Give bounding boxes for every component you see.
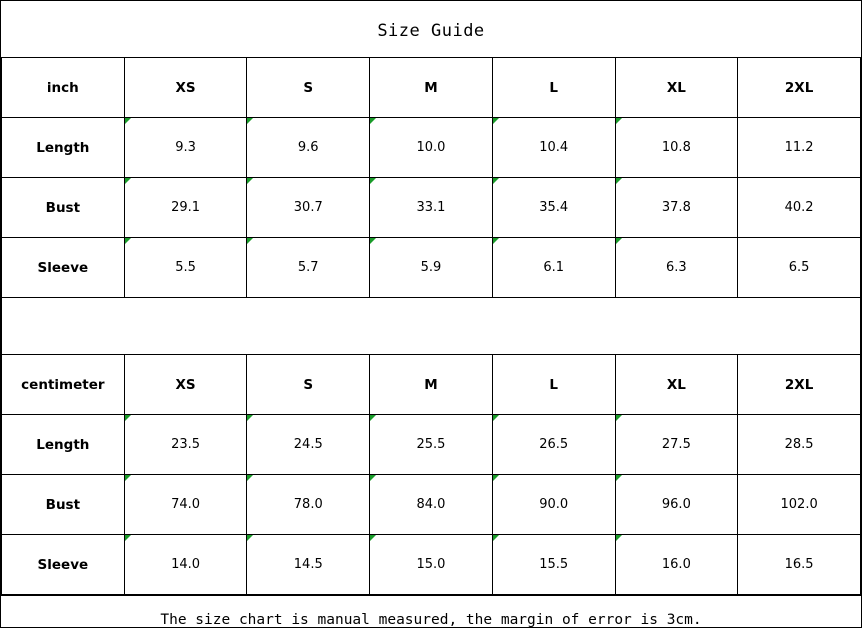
table-row bbox=[2, 238, 861, 298]
cell-length-m: 25.5 bbox=[370, 415, 493, 475]
cell-length-xs: 23.5 bbox=[124, 415, 247, 475]
footer-note: The size chart is manual measured, the margin of error is 3cm. bbox=[1, 595, 861, 628]
column-header-xl: XL bbox=[615, 58, 738, 118]
cell-sleeve-s: 5.7 bbox=[247, 238, 370, 298]
cell-bust-xl: 96.0 bbox=[615, 475, 738, 535]
cell-length-2xl: 11.2 bbox=[738, 118, 861, 178]
unit-label-inch: inch bbox=[2, 58, 125, 118]
table-row bbox=[2, 415, 861, 475]
cell-sleeve-2xl: 16.5 bbox=[738, 535, 861, 595]
column-header-s: S bbox=[247, 58, 370, 118]
row-label-sleeve: Sleeve bbox=[2, 238, 125, 298]
table-row bbox=[2, 178, 861, 238]
row-label-bust: Bust bbox=[2, 178, 125, 238]
cell-length-xl: 10.8 bbox=[615, 118, 738, 178]
table-row bbox=[2, 535, 861, 595]
cell-sleeve-l: 6.1 bbox=[492, 238, 615, 298]
cell-length-m: 10.0 bbox=[370, 118, 493, 178]
column-header-xl: XL bbox=[615, 355, 738, 415]
cell-sleeve-m: 5.9 bbox=[370, 238, 493, 298]
cell-sleeve-xs: 5.5 bbox=[124, 238, 247, 298]
row-label-sleeve: Sleeve bbox=[2, 535, 125, 595]
cell-length-l: 26.5 bbox=[492, 415, 615, 475]
column-header-m: M bbox=[370, 58, 493, 118]
row-label-length: Length bbox=[2, 118, 125, 178]
size-table-inch bbox=[1, 57, 861, 298]
column-header-2xl: 2XL bbox=[738, 58, 861, 118]
cell-sleeve-xs: 14.0 bbox=[124, 535, 247, 595]
table-header-row bbox=[2, 58, 861, 118]
column-header-l: L bbox=[492, 355, 615, 415]
column-header-2xl: 2XL bbox=[738, 355, 861, 415]
cell-length-xl: 27.5 bbox=[615, 415, 738, 475]
table-header-row bbox=[2, 355, 861, 415]
cell-length-2xl: 28.5 bbox=[738, 415, 861, 475]
unit-label-centimeter: centimeter bbox=[2, 355, 125, 415]
cell-sleeve-s: 14.5 bbox=[247, 535, 370, 595]
row-label-bust: Bust bbox=[2, 475, 125, 535]
cell-sleeve-m: 15.0 bbox=[370, 535, 493, 595]
inch-table-block bbox=[1, 57, 861, 298]
cell-sleeve-xl: 6.3 bbox=[615, 238, 738, 298]
column-header-l: L bbox=[492, 58, 615, 118]
cell-sleeve-l: 15.5 bbox=[492, 535, 615, 595]
cell-bust-l: 90.0 bbox=[492, 475, 615, 535]
cell-bust-xs: 74.0 bbox=[124, 475, 247, 535]
table-row bbox=[2, 118, 861, 178]
cell-length-xs: 9.3 bbox=[124, 118, 247, 178]
size-table-centimeter bbox=[1, 354, 861, 595]
cell-length-s: 24.5 bbox=[247, 415, 370, 475]
page-title: Size Guide bbox=[377, 21, 485, 41]
cell-bust-s: 30.7 bbox=[247, 178, 370, 238]
cell-bust-m: 33.1 bbox=[370, 178, 493, 238]
cell-bust-l: 35.4 bbox=[492, 178, 615, 238]
cell-sleeve-2xl: 6.5 bbox=[738, 238, 861, 298]
cell-length-l: 10.4 bbox=[492, 118, 615, 178]
cell-bust-2xl: 40.2 bbox=[738, 178, 861, 238]
cell-bust-xl: 37.8 bbox=[615, 178, 738, 238]
column-header-m: M bbox=[370, 355, 493, 415]
cell-length-s: 9.6 bbox=[247, 118, 370, 178]
centimeter-table-block bbox=[1, 354, 861, 595]
cell-bust-m: 84.0 bbox=[370, 475, 493, 535]
cell-sleeve-xl: 16.0 bbox=[615, 535, 738, 595]
column-header-s: S bbox=[247, 355, 370, 415]
cell-bust-2xl: 102.0 bbox=[738, 475, 861, 535]
table-gap-divider bbox=[1, 298, 861, 354]
cell-bust-xs: 29.1 bbox=[124, 178, 247, 238]
cell-bust-s: 78.0 bbox=[247, 475, 370, 535]
row-label-length: Length bbox=[2, 415, 125, 475]
column-header-xs: XS bbox=[124, 58, 247, 118]
table-row bbox=[2, 475, 861, 535]
column-header-xs: XS bbox=[124, 355, 247, 415]
